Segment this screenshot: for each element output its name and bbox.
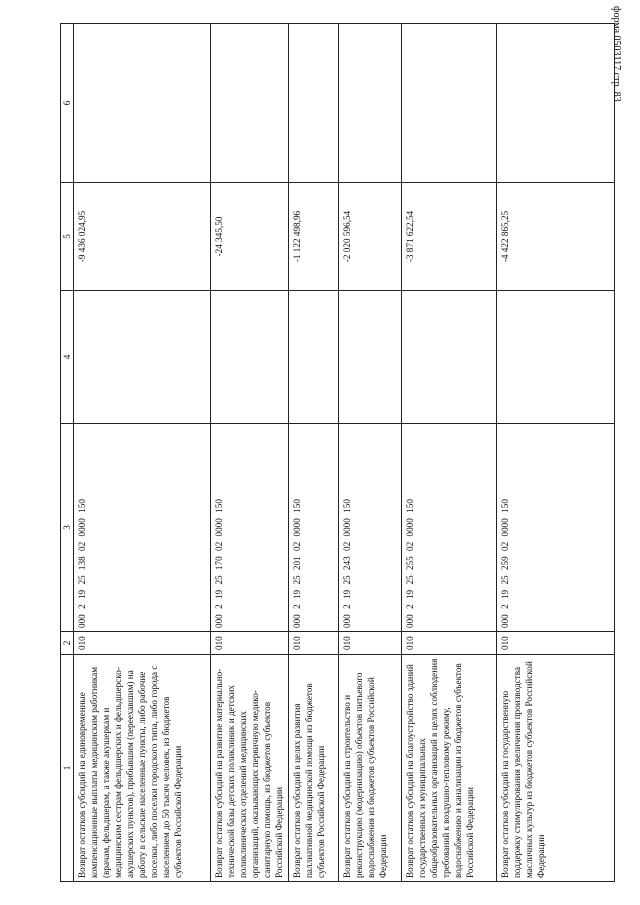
- table-row: [74, 24, 211, 882]
- row-col6: [74, 24, 211, 183]
- row-col4: [496, 291, 614, 424]
- row-col4: [289, 291, 339, 424]
- row-name: Возврат остатков субсидий на государственную поддержку стимулирования увеличения производства масличных культур из бюджетов субъектов Российской Федерации: [496, 655, 614, 882]
- row-line-code: 010: [211, 632, 289, 655]
- row-col4: [339, 291, 401, 424]
- row-col6: [339, 24, 401, 183]
- row-col6: [211, 24, 289, 183]
- row-budget-code: 000 2 19 25 170 02 0000 150: [211, 424, 289, 632]
- row-col4: [401, 291, 496, 424]
- row-budget-code: 000 2 19 25 259 02 0000 150: [496, 424, 614, 632]
- row-name: Возврат остатков субсидий на строительство и реконструкцию (модернизацию) объектов питьевого водоснабжения из бюджетов субъектов Российской Федерации: [339, 655, 401, 882]
- form-page-label: форма 0503117 стр. 83: [611, 6, 622, 102]
- row-name: Возврат остатков субсидий на развитие материально-технической базы детских поликлиник и детских поликлинических отделений медицинских организаций, оказывающих первичную медико-санитарную помощь, из бюджетов субъектов Российской Федерации: [211, 655, 289, 882]
- row-col4: [74, 291, 211, 424]
- table-row: [401, 24, 496, 882]
- row-col4: [211, 291, 289, 424]
- row-line-code: 010: [496, 632, 614, 655]
- column-header-3: 3: [61, 424, 74, 632]
- row-name: Возврат остатков субсидий на благоустройство зданий государственных и муниципальных общеобразовательных организаций в целях соблюдения требований к воздушно-тепловому режиму, водоснабжению и канализации из бюджетов субъектов Российской Федерации: [401, 655, 496, 882]
- row-col6: [289, 24, 339, 183]
- row-amount: -9 436 024,95: [74, 183, 211, 291]
- row-name: Возврат остатков субсидий на единовременные компенсационные выплаты медицинским работникам (врачам, фельдшерам, а также акушеркам и медицинским сестрам фельдшерских и фельдшерско-акушерских пунктов), прибывшим (переехавшим) на работу в сельские населенные пункты, либо рабочие поселки, либо поселки городского типа, либо города с населением до 50 тысяч человек, из бюджетов субъектов Российской Федерации: [74, 655, 211, 882]
- row-line-code: 010: [74, 632, 211, 655]
- table-row: [496, 24, 614, 882]
- column-header-1: 1: [61, 655, 74, 882]
- table-row: [211, 24, 289, 882]
- row-amount: -4 422 865,25: [496, 183, 614, 291]
- table-header-row: [61, 24, 74, 882]
- column-header-4: 4: [61, 291, 74, 424]
- row-name: Возврат остатков субсидий в целях развития паллиативной медицинской помощи из бюджетов субъектов Российской Федерации: [289, 655, 339, 882]
- row-amount: -2 020 596,54: [339, 183, 401, 291]
- row-budget-code: 000 2 19 25 201 02 0000 150: [289, 424, 339, 632]
- report-table-container: [60, 24, 615, 882]
- column-header-6: 6: [61, 24, 74, 183]
- table-row: [289, 24, 339, 882]
- row-amount: -24 345,50: [211, 183, 289, 291]
- row-line-code: 010: [401, 632, 496, 655]
- report-table: [60, 23, 615, 882]
- row-budget-code: 000 2 19 25 138 02 0000 150: [74, 424, 211, 632]
- row-line-code: 010: [339, 632, 401, 655]
- row-col6: [496, 24, 614, 183]
- column-header-5: 5: [61, 183, 74, 291]
- row-amount: -1 122 498,96: [289, 183, 339, 291]
- table-row: [339, 24, 401, 882]
- row-budget-code: 000 2 19 25 243 02 0000 150: [339, 424, 401, 632]
- row-amount: -3 871 622,54: [401, 183, 496, 291]
- column-header-2: 2: [61, 632, 74, 655]
- row-budget-code: 000 2 19 25 255 02 0000 150: [401, 424, 496, 632]
- row-line-code: 010: [289, 632, 339, 655]
- row-col6: [401, 24, 496, 183]
